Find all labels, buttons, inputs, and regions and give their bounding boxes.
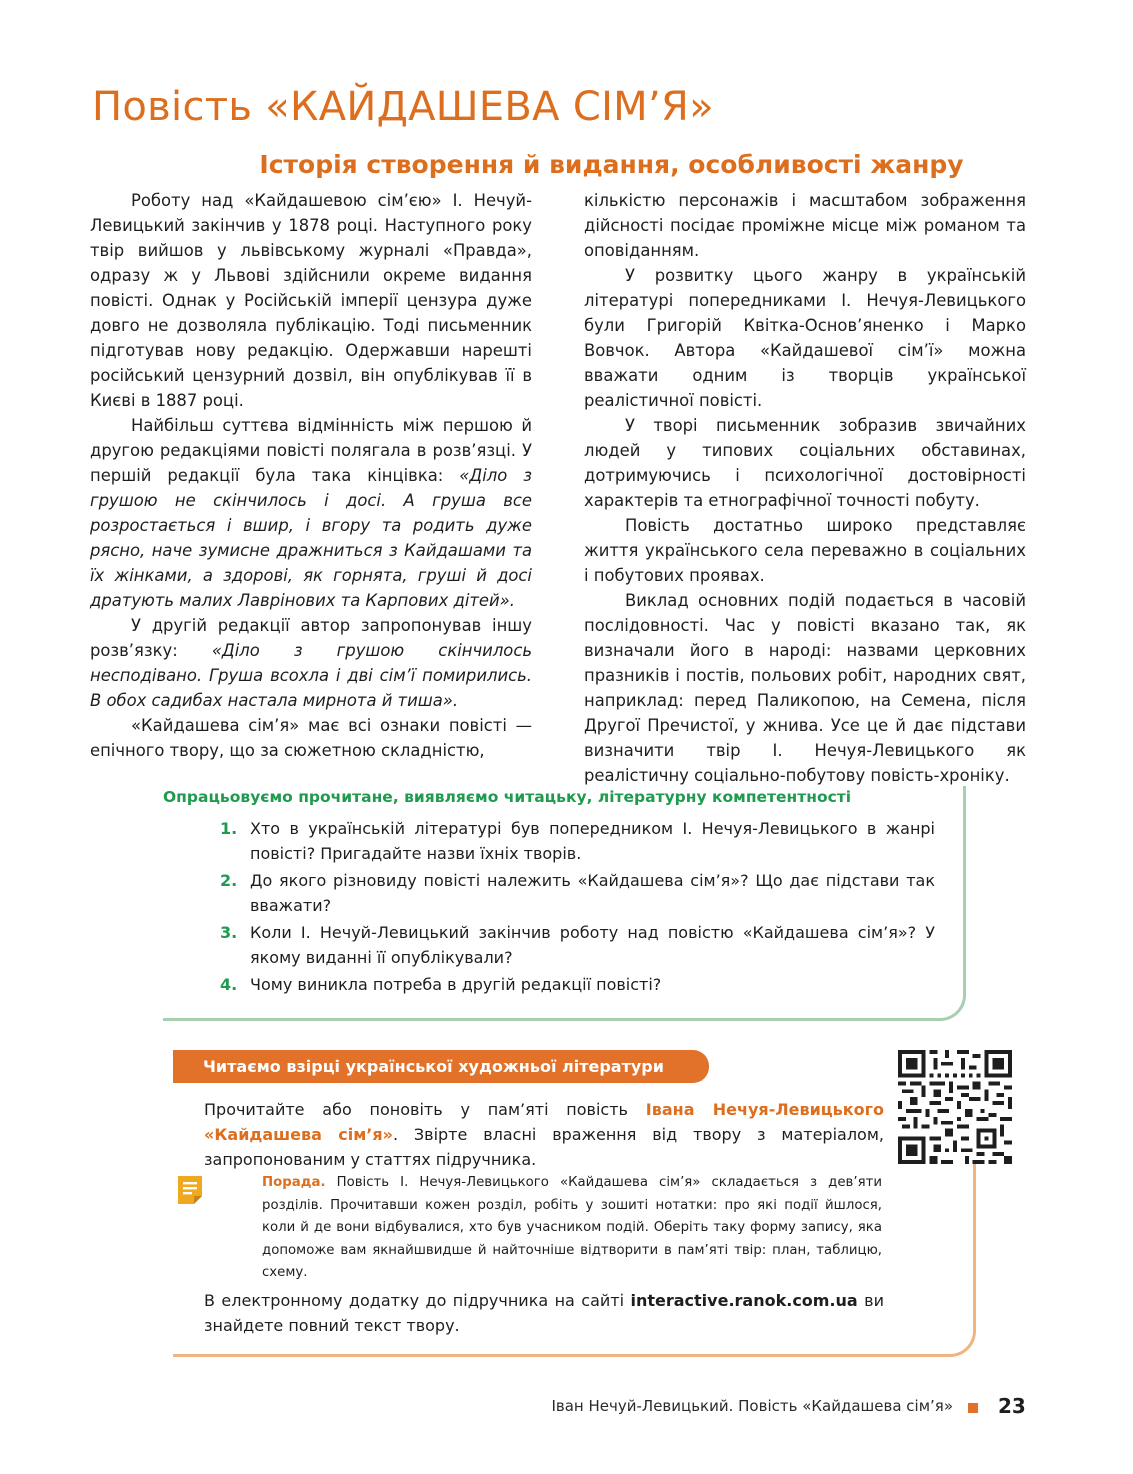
quote: «Діло з грушою скінчилось несподівано. Груша всохла і дві сім’ї помирились. В обох садибах настала мирнота й тиша». <box>90 641 532 710</box>
note-icon <box>175 1174 205 1206</box>
paragraph: Повість достатньо широко представляє життя українського села переважно в соціальних і побутових проявах. <box>584 516 1026 585</box>
paragraph-text: Найбільш суттєва відмінність між першою й другою редакціями повісті полягала в розв’язці. У першій редакції була така кінцівка: <box>90 416 532 485</box>
qr-code-icon[interactable] <box>898 1050 1012 1164</box>
page-number: 23 <box>998 1394 1026 1418</box>
question-number: 1. <box>220 819 238 838</box>
tip-text <box>262 1172 882 1285</box>
site-note-text: В електронному додатку до підручника на сайті <box>204 1291 631 1310</box>
paragraph <box>90 613 532 713</box>
footer-square-marker <box>968 1403 978 1413</box>
question-item <box>220 972 935 997</box>
quote: «Діло з грушою не скінчилось і досі. А груша все розростається і вшир, і вгору та родить дуже рясно, наче зумисне дражниться з Кайдашами та їх жінками, а здорові, як горнята, груші й досі дратують малих Лаврінових та Карпових дітей». <box>90 466 532 610</box>
body-column-left <box>90 188 532 763</box>
question-item <box>220 868 935 918</box>
question-item <box>220 816 935 866</box>
reading-intro-text: Прочитайте або поновіть у пам’яті повість <box>204 1100 646 1119</box>
paragraph <box>90 413 532 613</box>
tip-body: Повість І. Нечуя-Левицького «Кайдашева сім’я» складається з дев’яти розділів. Прочитавши кожен розділ, робіть у зошиті нотатки: про які події йшлося, коли й де вони відбувалися, хто був учасником подій. Оберіть таку форму запису, яка допоможе вам якнайшвидше й найточніше відтворити в пам’яті твір: план, таблицю, схему. <box>262 1175 882 1280</box>
questions-list <box>220 816 935 999</box>
body-column-right <box>584 188 1026 788</box>
site-note <box>204 1288 884 1338</box>
paragraph: Виклад основних подій подається в часовій послідовності. Час у повісті вказано так, як визначали його в народі: назвами церковних празників і постів, польових робіт, народних свят, наприклад: перед Паликопою, на Семена, після Другої Пречистої, у жнива. Усе це й дає підстави визначити твір І. Нечуя-Левицького як реалістичну соціально-побутову повість-хроніку. <box>584 591 1026 785</box>
site-link[interactable]: interactive.ranok.com.ua <box>630 1291 858 1310</box>
site-note-text: ви знайдете повний текст твору. <box>204 1291 884 1335</box>
question-text: Чому виникла потреба в другій редакції повісті? <box>250 975 662 994</box>
reading-tab-label: Читаємо взірці української художньої літератури <box>173 1050 709 1083</box>
question-text: Хто в українській літературі був попередником І. Нечуя-Левицького в жанрі повісті? Пригадайте назви їхніх творів. <box>250 819 935 863</box>
question-number: 2. <box>220 871 238 890</box>
paragraph: У розвитку цього жанру в українській літературі попередниками І. Нечуя-Левицького були Григорій Квітка-Основ’яненко і Марко Вовчок. Автора «Кайдашевої сім’ї» можна вважати одним із творців української реалістичної повісті. <box>584 266 1026 410</box>
section-subtitle: Історія створення й видання, особливості жанру <box>259 150 964 179</box>
page-title: Повість «КАЙДАШЕВА СІМ’Я» <box>92 84 714 130</box>
paragraph: «Кайдашева сім’я» має всі ознаки повісті — епічного твору, що за сюжетною складністю, <box>90 716 532 760</box>
questions-heading: Опрацьовуємо прочитане, виявляємо читацьку, літературну компетентності <box>163 788 852 806</box>
question-text: До якого різновиду повісті належить «Кайдашева сім’я»? Що дає підстави так вважати? <box>250 871 935 915</box>
paragraph: кількістю персонажів і масштабом зображення дійсності посідає проміжне місце між романом та оповіданням. <box>584 191 1026 260</box>
paragraph: У творі письменник зобразив звичайних людей у типових соціальних обставинах, дотримуючись і психологічної достовірності характерів та етнографічної точності побуту. <box>584 416 1026 510</box>
tip-label: Порада. <box>262 1175 326 1190</box>
paragraph: Роботу над «Кайдашевою сім’єю» І. Нечуй-Левицький закінчив у 1878 році. Наступного року твір вийшов у львівському журналі «Правда», одразу ж у Львові здійснили окреме видання повісті. Однак у Російській імперії цензура дуже довго не дозволяла публікацію. Тоді письменник підготував нову редакцію. Одержавши нарешті російський цензурний дозвіл, він опублікував її в Києві в 1887 році. <box>90 191 532 410</box>
question-number: 3. <box>220 923 238 942</box>
work-title: Івана Нечуя-Левицького «Кайдашева сім’я» <box>204 1100 884 1144</box>
running-footer: Іван Нечуй-Левицький. Повість «Кайдашева сім’я» <box>551 1397 953 1415</box>
question-text: Коли І. Нечуй-Левицький закінчив роботу над повістю «Кайдашева сім’я»? У якому виданні її опублікували? <box>250 923 935 967</box>
paragraph-text: У другій редакції автор запропонував іншу розв’язку: <box>90 616 532 660</box>
reading-intro-text: . Звірте власні враження від твору з матеріалом, запропонованим у статтях підручника. <box>204 1125 884 1169</box>
question-number: 4. <box>220 975 238 994</box>
reading-intro <box>204 1097 884 1172</box>
question-item <box>220 920 935 970</box>
